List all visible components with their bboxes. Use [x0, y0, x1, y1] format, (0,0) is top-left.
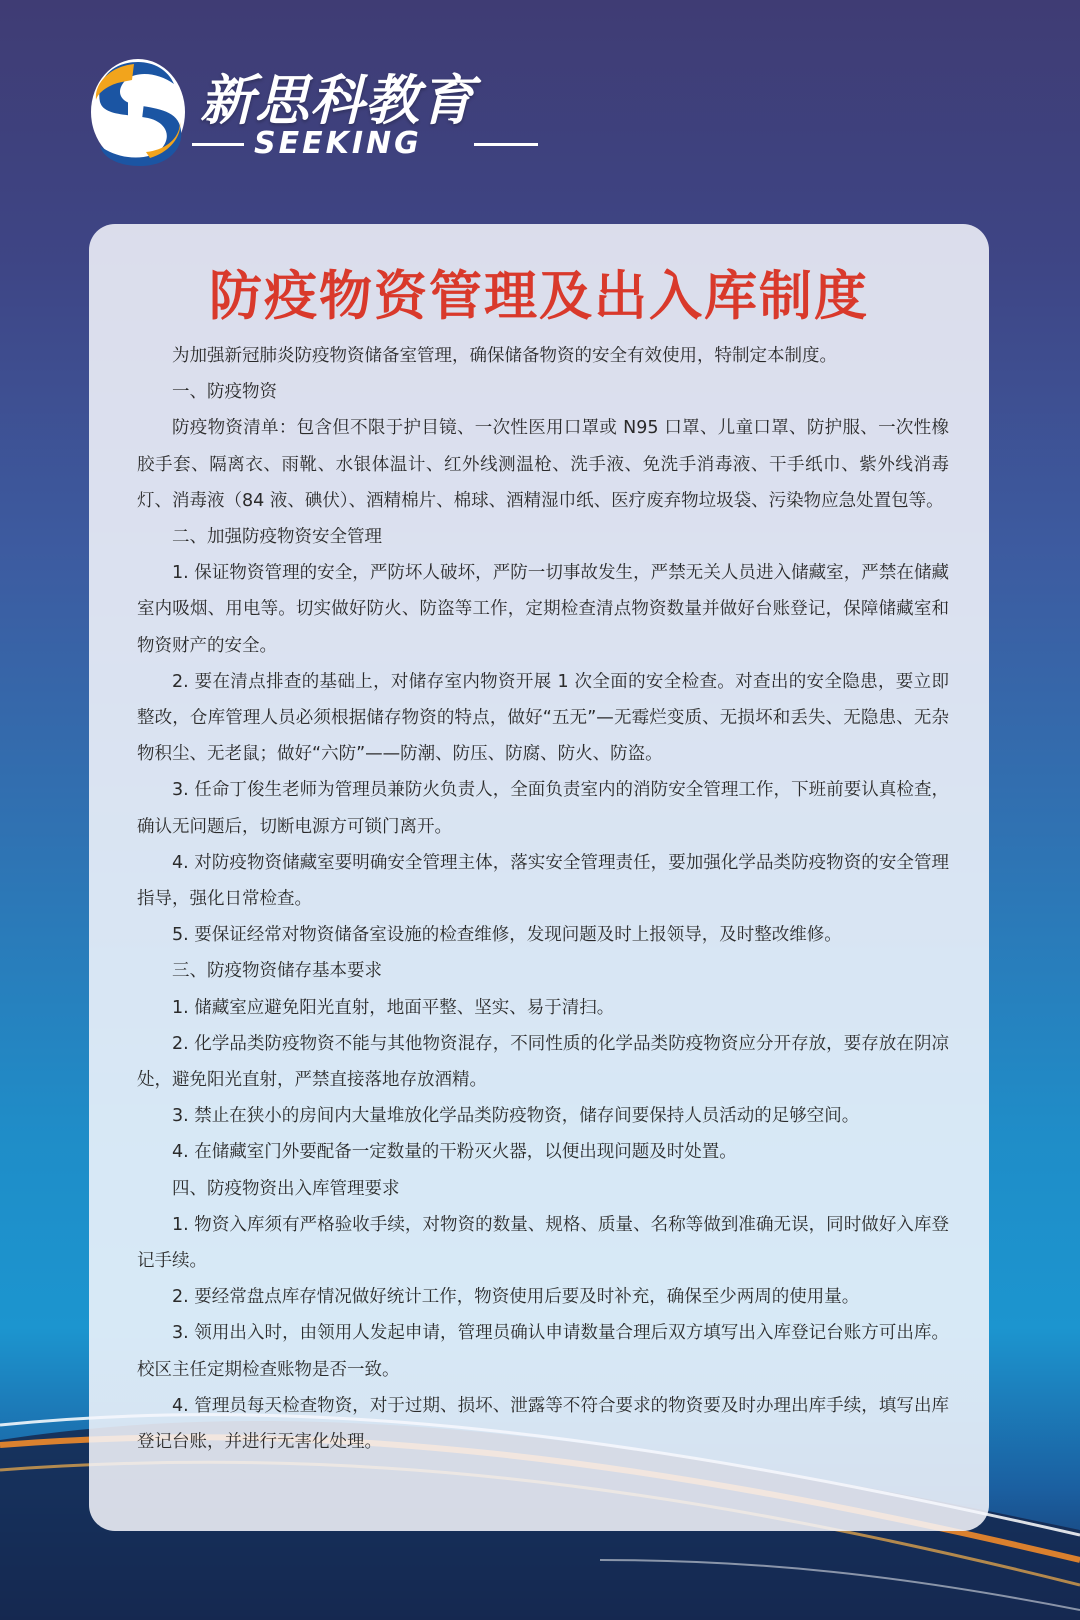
paragraph: 1. 保证物资管理的安全，严防坏人破坏，严防一切事故发生，严禁无关人员进入储藏室，严禁在储藏室内吸烟、用电等。切实做好防火、防盗等工作，定期检查清点物资数量并做好台账登记，保障储藏室和物资财产的安全。: [137, 563, 949, 656]
section-heading-2: 二、加强防疫物资安全管理: [172, 527, 382, 548]
document-body: [137, 338, 949, 1460]
paragraph: 3. 领用出入时，由领用人发起申请，管理员确认申请数量合理后双方填写出入库登记台账方可出库。校区主任定期检查账物是否一致。: [137, 1323, 949, 1380]
section-heading-3: 三、防疫物资储存基本要求: [172, 961, 382, 982]
brand-name-en: SEEKING: [254, 126, 422, 161]
paragraph: 防疫物资清单：包含但不限于护目镜、一次性医用口罩或 N95 口罩、儿童口罩、防护服、一次性橡胶手套、隔离衣、雨靴、水银体温计、红外线测温枪、洗手液、免洗手消毒液、干手纸巾、紫外线消毒灯、消毒液（84 液、碘伏）、酒精棉片、棉球、酒精湿巾纸、医疗废弃物垃圾袋、污染物应急处置包等。: [137, 418, 949, 511]
paragraph: 5. 要保证经常对物资储备室设施的检查维修，发现问题及时上报领导，及时整改维修。: [172, 925, 842, 946]
paragraph: 1. 物资入库须有严格验收手续，对物资的数量、规格、质量、名称等做到准确无误，同时做好入库登记手续。: [137, 1214, 949, 1272]
section-heading-1: 一、防疫物资: [172, 382, 277, 403]
seeking-logo-icon: [88, 56, 188, 168]
brand-line-right: [474, 143, 538, 146]
paragraph: 1. 储藏室应避免阳光直射，地面平整、坚实、易于清扫。: [172, 997, 615, 1018]
brand-line-left: [192, 143, 244, 146]
paragraph: 3. 禁止在狭小的房间内大量堆放化学品类防疫物资，储存间要保持人员活动的足够空间。: [172, 1106, 860, 1127]
content-panel: [89, 224, 989, 1531]
section-heading-4: 四、防疫物资出入库管理要求: [172, 1178, 400, 1199]
paragraph: 4. 在储藏室门外要配备一定数量的干粉灭火器，以便出现问题及时处置。: [172, 1142, 737, 1163]
paragraph: 3. 任命丁俊生老师为管理员兼防火负责人，全面负责室内的消防安全管理工作，下班前要认真检查，确认无问题后，切断电源方可锁门离开。: [137, 780, 949, 837]
paragraph: 4. 管理员每天检查物资，对于过期、损坏、泄露等不符合要求的物资要及时办理出库手续，填写出库登记台账，并进行无害化处理。: [137, 1395, 949, 1453]
paragraph: 4. 对防疫物资储藏室要明确安全管理主体，落实安全管理责任，要加强化学品类防疫物资的安全管理指导，强化日常检查。: [137, 852, 949, 910]
brand-name-cn: 新思科教育: [200, 69, 475, 132]
paragraph-intro: 为加强新冠肺炎防疫物资储备室管理，确保储备物资的安全有效使用，特制定本制度。: [172, 346, 837, 366]
brand-logo: [88, 56, 558, 171]
paragraph: 2. 要在清点排查的基础上，对储存室内物资开展 1 次全面的安全检查。对查出的安全隐患，要立即整改，仓库管理人员必须根据储存物资的特点，做好“五无”—无霉烂变质、无损坏和丢失、无隐患、无杂物积尘、无老鼠；做好“六防”——防潮、防压、防腐、防火、防盗。: [137, 671, 949, 765]
page-title: 防疫物资管理及出入库制度: [209, 266, 869, 327]
paragraph: 2. 要经常盘点库存情况做好统计工作，物资使用后要及时补充，确保至少两周的使用量。: [172, 1287, 860, 1308]
paragraph: 2. 化学品类防疫物资不能与其他物资混存，不同性质的化学品类防疫物资应分开存放，要存放在阴凉处，避免阳光直射，严禁直接落地存放酒精。: [137, 1033, 949, 1091]
brand-name-en-row: [192, 126, 552, 162]
